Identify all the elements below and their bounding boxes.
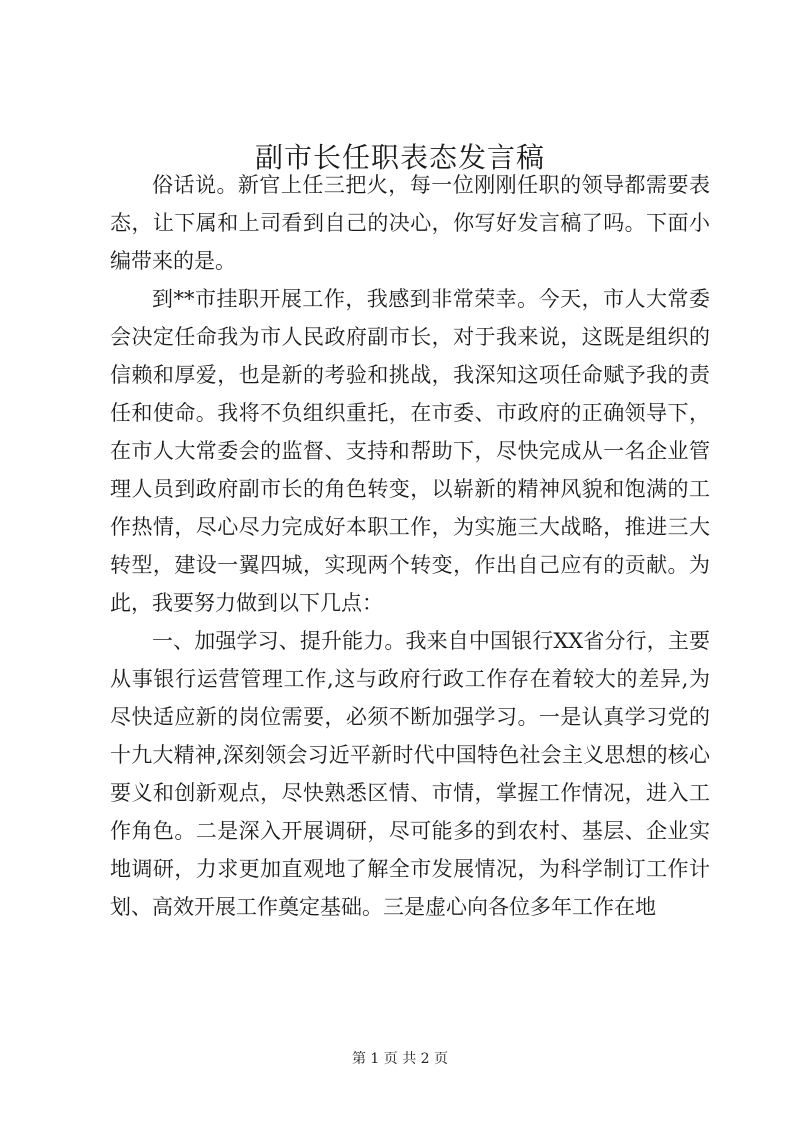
paragraph-point-one: 一、加强学习、提升能力。我来自中国银行XX省分行，主要从事银行运营管理工作,这与政府行政工作存在着较大的差异,为尽快适应新的岗位需要，必须不断加强学习。一是认真学习党的十九大精神,深刻领会习近平新时代中国特色社会主义思想的核心要义和创新观点，尽快熟悉区情、市情，掌握工作情况，进入工作角色。二是深入开展调研，尽可能多的到农村、基层、企业实地调研，力求更加直观地了解全市发展情况，为科学制订工作计划、高效开展工作奠定基础。三是虚心向各位多年工作在地: [110, 629, 710, 919]
paragraph-appointment: 到**市挂职开展工作，我感到非常荣幸。今天，市人大常委会决定任命我为市人民政府副市长，对于我来说，这既是组织的信赖和厚爱，也是新的考验和挑战，我深知这项任命赋予我的责任和使命。我将不负组织重托，在市委、市政府的正确领导下，在市人大常委会的监督、支持和帮助下，尽快完成从一名企业管理人员到政府副市长的角色转变，以崭新的精神风貌和饱满的工作热情，尽心尽力完成好本职工作，为实施三大战略，推进三大转型，建设一翼四城，实现两个转变，作出自己应有的贡献。为此，我要努力做到以下几点：: [110, 287, 710, 615]
document-title: 副市长任职表态发言稿: [254, 141, 545, 174]
page-footer: 第 1 页 共 2 页: [351, 1051, 449, 1067]
document-body: [110, 166, 710, 926]
paragraph-intro: 俗话说。新官上任三把火，每一位刚刚任职的领导都需要表态，让下属和上司看到自己的决心，你写好发言稿了吗。下面小编带来的是。: [110, 173, 710, 273]
